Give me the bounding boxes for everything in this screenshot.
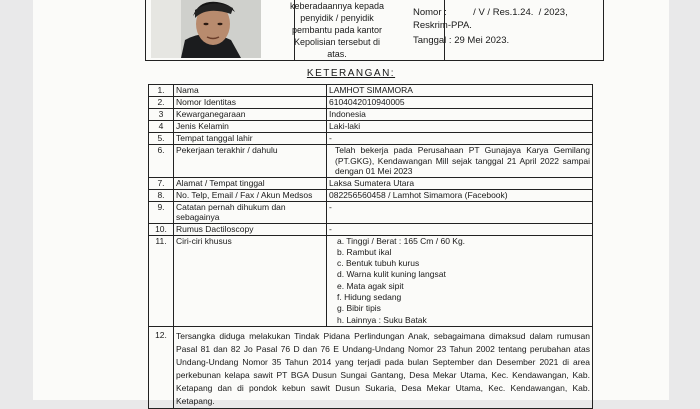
- table-row: [149, 235, 593, 326]
- reference-number: Nomor : / V / Res.1.24. / 2023,: [413, 7, 568, 18]
- row-value: 082256560458 / Lamhot Simamora (Facebook): [327, 189, 593, 201]
- list-item: b. Rambut ikal: [337, 246, 392, 257]
- keterangan-table: [148, 84, 593, 409]
- table-row: [149, 97, 593, 109]
- row-number: 12.: [149, 326, 174, 408]
- row-value: Laki-laki: [327, 121, 593, 133]
- section-title: KETERANGAN:: [306, 68, 396, 79]
- row-number: 11.: [149, 235, 174, 326]
- row-label: Alamat / Tempat tinggal: [174, 177, 327, 189]
- row-value: LAMHOT SIMAMORA: [327, 85, 593, 97]
- caption-line: atas.: [327, 49, 347, 59]
- table-row: [149, 109, 593, 121]
- table-row: [149, 177, 593, 189]
- reference-unit: Reskrim-PPA.: [413, 20, 472, 31]
- table-row: [149, 223, 593, 235]
- row-number: 1.: [149, 85, 174, 97]
- table-row: [149, 145, 593, 178]
- caption-line: keberadaannya kepada: [289, 1, 385, 11]
- row-label: Tempat tanggal lahir: [174, 133, 327, 145]
- row-label: Jenis Kelamin: [174, 121, 327, 133]
- row-label: Ciri-ciri khusus: [174, 235, 327, 326]
- list-item: h. Lainnya : Suku Batak: [337, 314, 427, 325]
- table-row: [149, 85, 593, 97]
- row-label: Nama: [174, 85, 327, 97]
- row-number: 3: [149, 109, 174, 121]
- ciri-list: [327, 235, 593, 326]
- table-row: [149, 201, 593, 223]
- row-value: 6104042010940005: [327, 97, 593, 109]
- row-label: Kewarganegaraan: [174, 109, 327, 121]
- reference-block: [413, 0, 568, 47]
- row-number: 8.: [149, 189, 174, 201]
- row-value: -: [327, 201, 593, 223]
- row-label: Rumus Dactiloscopy: [174, 223, 327, 235]
- row-value: Telah bekerja pada Perusahaan PT Gunajaya Karya Gemilang (PT.GKG), Kendawangan Mill sejak tanggal 21 April 2022 sampai dengan 01 Mei 2023: [327, 145, 593, 178]
- list-item: g. Bibir tipis: [337, 303, 381, 314]
- row-value: -: [327, 133, 593, 145]
- reference-date: Tanggal : 29 Mei 2023.: [413, 35, 510, 46]
- list-item: c. Bentuk tubuh kurus: [337, 258, 420, 269]
- table-row: [149, 133, 593, 145]
- caption-line: penyidik / penyidik: [300, 13, 374, 23]
- row-number: 10.: [149, 223, 174, 235]
- list-item: e. Mata agak sipit: [337, 280, 404, 291]
- row-number: 4: [149, 121, 174, 133]
- list-item: f. Hidung sedang: [337, 291, 402, 302]
- row-value: Tersangka diduga melakukan Tindak Pidana Perlindungan Anak, sebagaimana dimaksud dalam rumusan Pasal 81 dan 82 Jo Pasal 76 D dan 76 E Undang-Undang Nomor 23 Tahun 2002 tentang perubahan atas Undang-Undang Nomor 35 Tahun 2014 yang terjadi pada bulan September dan Desember 2021 di area perkebunan kelapa sawit PT BGA Dusun Sungai Gantang, Desa Mekar Utama, Kec. Kendawangan, Kab. Ketapang dan di pondok kebun sawit Dusun Sukaria, Desa Mekar Utama, Kec. Kendawangan, Kab. Ketapang.: [174, 326, 593, 408]
- list-item: a. Tinggi / Berat : 165 Cm / 60 Kg.: [337, 235, 466, 246]
- document-page: [33, 0, 669, 406]
- row-number: 5.: [149, 133, 174, 145]
- row-number: 6.: [149, 145, 174, 178]
- row-number: 2.: [149, 97, 174, 109]
- row-value: Laksa Sumatera Utara: [327, 177, 593, 189]
- row-label: Pekerjaan terakhir / dahulu: [174, 145, 327, 178]
- row-number: 9.: [149, 201, 174, 223]
- row-value: -: [327, 223, 593, 235]
- person-photo-icon: [151, 0, 261, 58]
- table-row: [149, 189, 593, 201]
- caption-line: pembantu pada kantor: [291, 25, 383, 35]
- row-label: Catatan pernah dihukum dan sebagainya: [174, 201, 327, 223]
- table-row: [149, 326, 593, 408]
- suspect-photo: [151, 0, 261, 58]
- photo-caption: [263, 0, 411, 60]
- row-value: Indonesia: [327, 109, 593, 121]
- list-item: d. Warna kulit kuning langsat: [337, 269, 446, 280]
- row-label: No. Telp, Email / Fax / Akun Medsos: [174, 189, 327, 201]
- caption-line: Kepolisian tersebut di: [293, 37, 381, 47]
- table-row: [149, 121, 593, 133]
- row-label: Nomor Identitas: [174, 97, 327, 109]
- row-number: 7.: [149, 177, 174, 189]
